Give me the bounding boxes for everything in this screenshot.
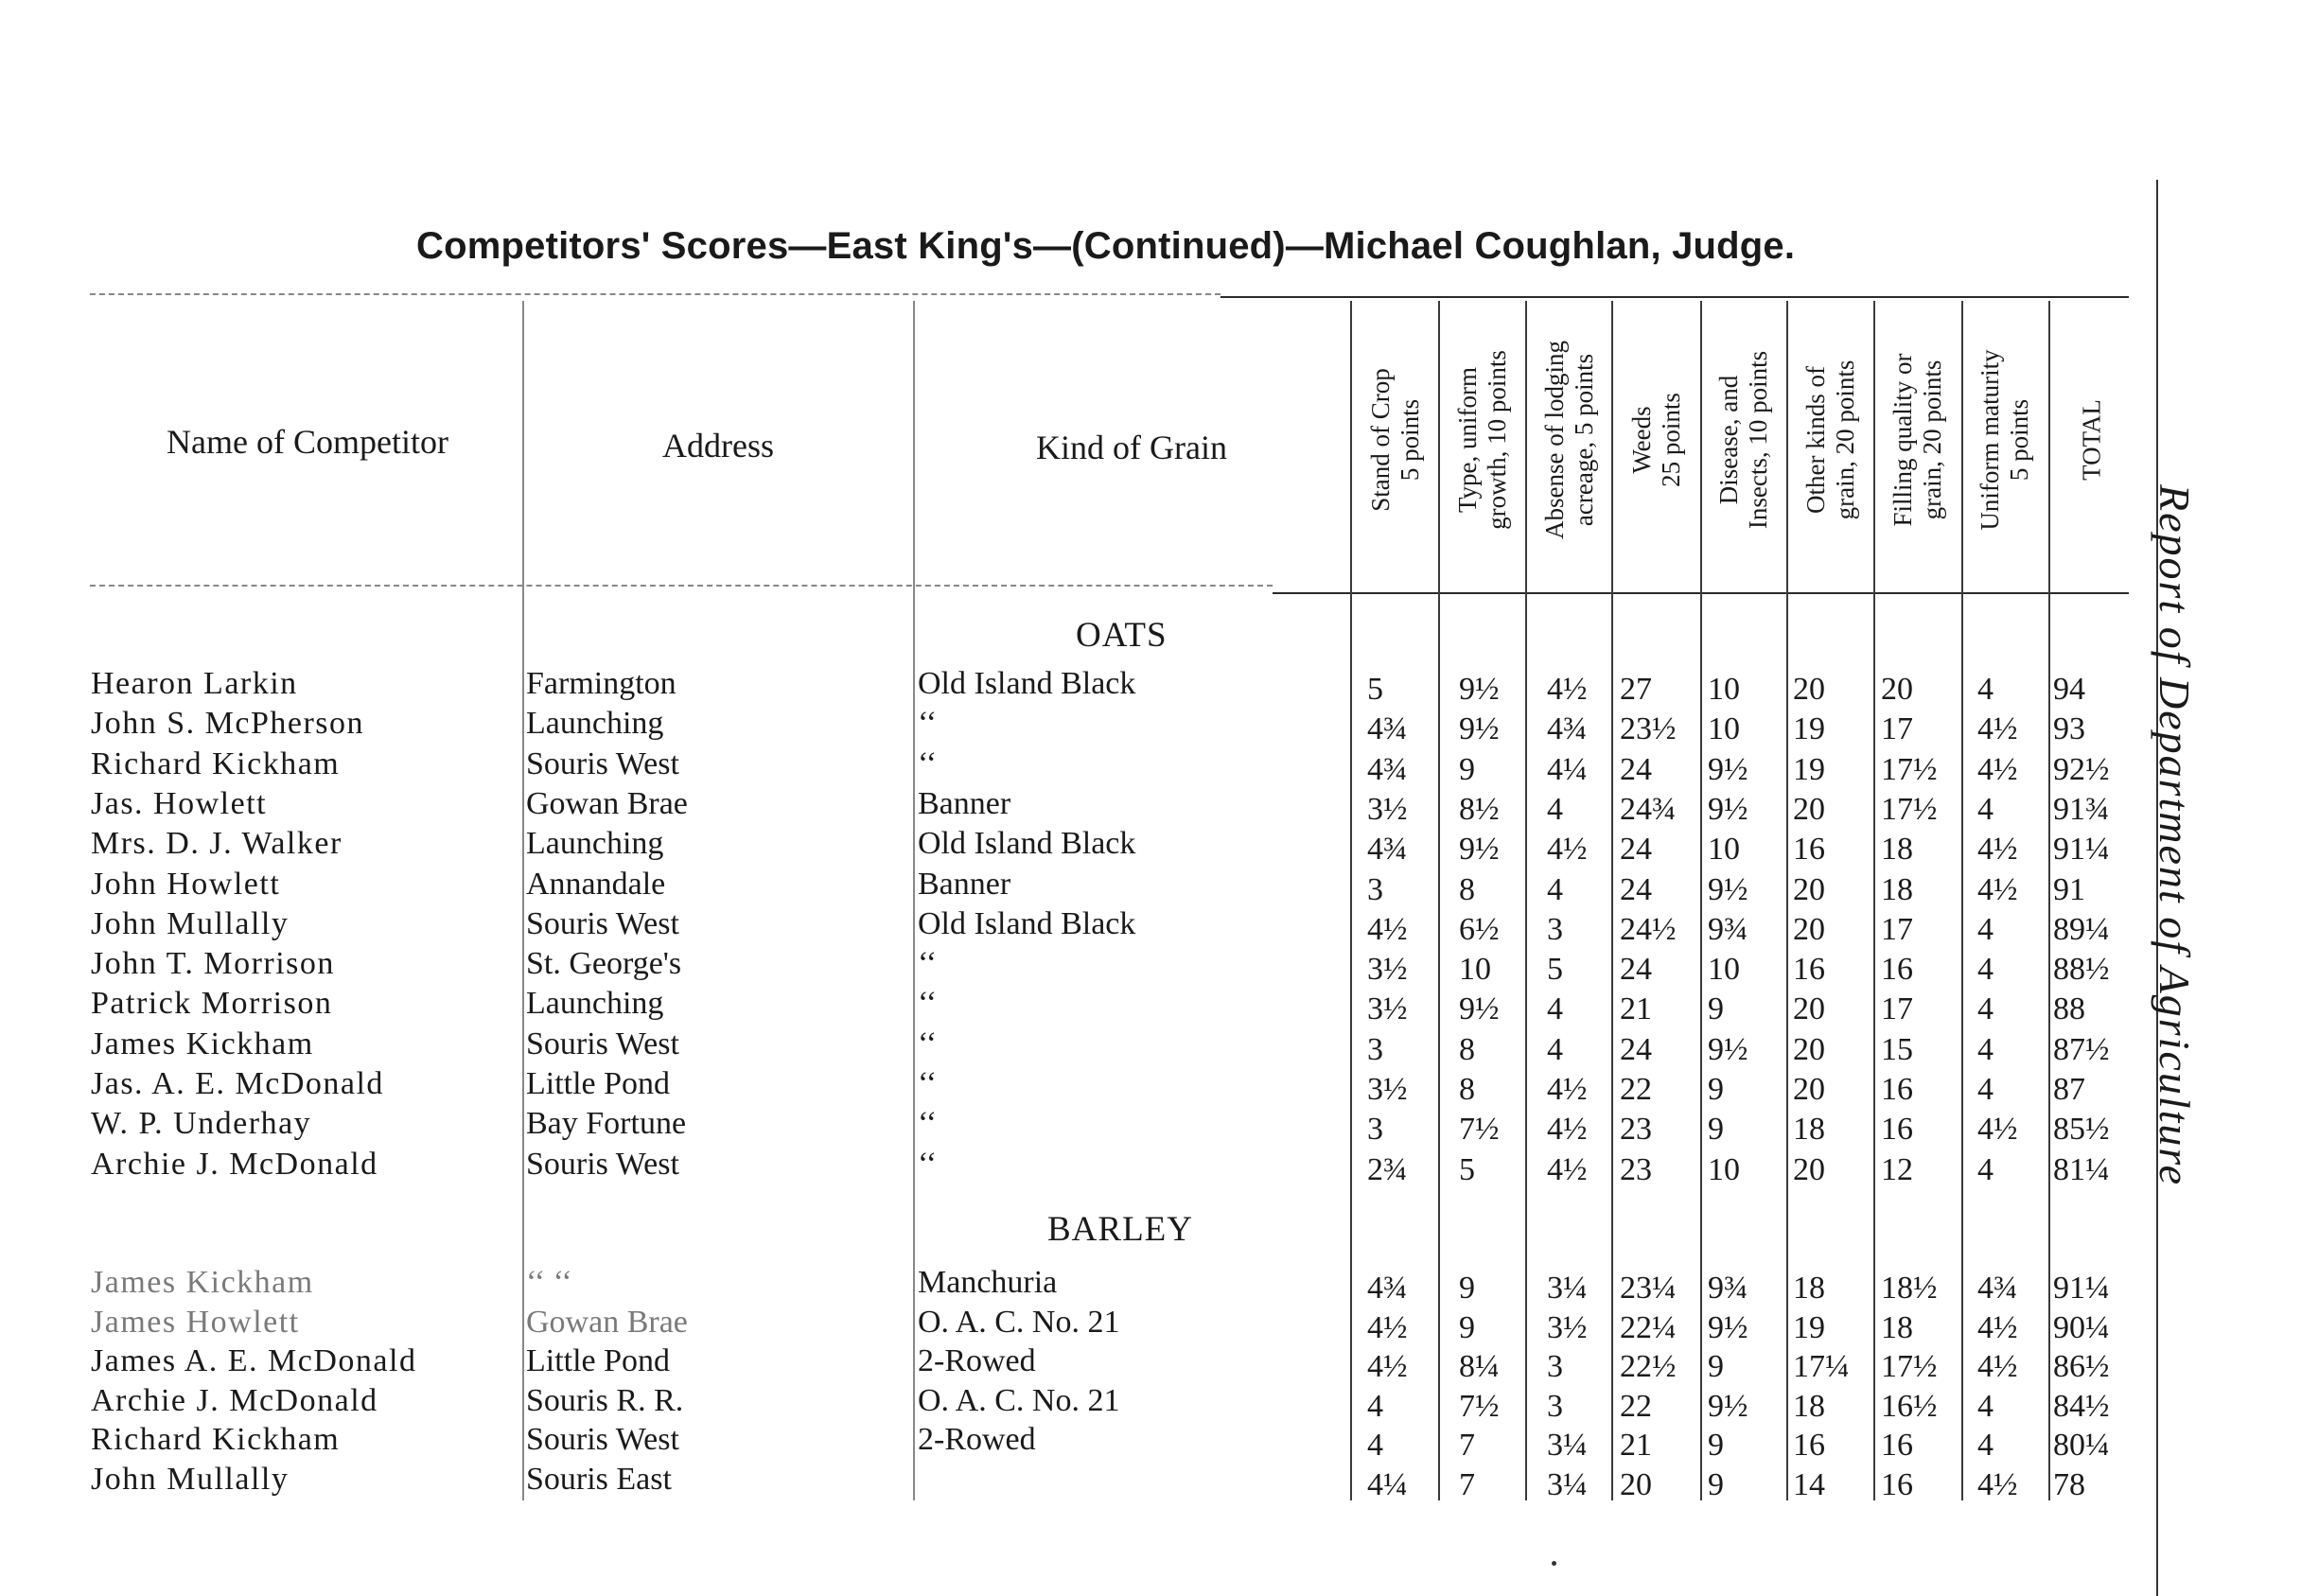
competitor-name: Patrick Morrison [91,986,333,1021]
score-cell: 24½ [1620,912,1677,947]
score-cell: 3 [1367,872,1383,907]
header-name: Name of Competitor [167,423,448,461]
competitor-address: Souris West [526,1147,679,1182]
competitor-name: John Mullally [91,906,290,941]
score-cell: 4¼ [1547,752,1588,787]
score-cell: 8 [1459,1072,1475,1107]
score-cell: 9 [1708,1428,1724,1463]
competitor-address: Gowan Brae [526,1305,688,1340]
score-cell: 8¼ [1459,1349,1500,1384]
score-cell: 17½ [1881,1349,1938,1384]
score-cell: 24 [1620,832,1652,867]
score-cell: 21 [1620,1428,1652,1463]
header-other-kinds: Other kinds of grain, 20 points [1801,360,1859,519]
score-cell: 20 [1620,1467,1652,1502]
score-cell: 88 [2053,991,2085,1026]
score-cell: 4¾ [1367,832,1408,867]
score-cell: 4 [1977,1428,1994,1463]
score-cell: 90¼ [2053,1310,2110,1345]
competitor-address: Souris West [526,1422,679,1457]
score-cell: 17 [1881,711,1913,746]
score-cell: 4¾ [1977,1271,2018,1306]
grain-kind: ‘‘ [918,1066,938,1101]
score-cell: 4½ [1977,1112,2018,1147]
score-cell: 80¼ [2053,1428,2110,1463]
header-filling-quality: Filling quality or grain, 20 points [1888,353,1946,527]
score-cell: 18 [1881,1310,1913,1345]
header-absense-of-lodging: Absense of lodging acreage, 5 points [1540,340,1598,539]
score-cell: 9½ [1459,711,1500,746]
score-cell: 2¾ [1367,1152,1408,1187]
score-cell: 23 [1620,1152,1652,1187]
competitor-name: John Mullally [91,1462,290,1497]
score-cell: 4 [1547,792,1563,827]
score-cell: 20 [1793,1032,1825,1067]
score-cell: 20 [1793,1152,1825,1187]
competitor-name: Mrs. D. J. Walker [91,826,343,861]
score-cell: 20 [1793,991,1825,1026]
score-cell: 17¼ [1793,1349,1850,1384]
grain-kind: Manchuria [918,1265,1058,1300]
header-address: Address [662,427,774,465]
score-cell: 24 [1620,952,1652,987]
header-bottom-rule-left [90,585,1273,587]
score-cell: 18 [1793,1271,1825,1306]
score-cell: 9 [1708,1112,1724,1147]
competitor-address: ‘‘ ‘‘ [526,1265,572,1300]
score-cell: 3¼ [1547,1428,1588,1463]
competitor-name: John Howlett [91,867,281,902]
competitor-name: Jas. Howlett [91,786,268,821]
running-side-title: Report of Department of Agriculture [2151,484,2199,1187]
score-cell: 4¼ [1367,1467,1408,1502]
score-cell: 5 [1547,952,1563,987]
competitor-address: Souris East [526,1462,672,1497]
score-cell: 10 [1708,952,1740,987]
score-cell: 16 [1881,1072,1913,1107]
grain-kind: ‘‘ [918,1106,938,1141]
score-cell: 91¼ [2053,1271,2110,1306]
competitor-name: James A. E. McDonald [91,1343,417,1378]
score-cell: 4½ [1547,1112,1588,1147]
score-cell: 9½ [1708,872,1748,907]
score-cell: 9 [1459,752,1475,787]
score-cell: 4 [1977,1072,1994,1107]
score-cell: 92½ [2053,752,2110,787]
score-cell: 4 [1977,991,1994,1026]
score-cell: 22¼ [1620,1310,1677,1345]
grain-kind: Banner [918,786,1011,821]
score-cell: 16 [1881,952,1913,987]
score-cell: 8½ [1459,792,1500,827]
score-cell: 4 [1367,1389,1383,1424]
score-cell: 18 [1793,1112,1825,1147]
section-label-oats: OATS [1076,616,1168,655]
score-cell: 4 [1977,952,1994,987]
grain-kind: Old Island Black [918,826,1136,861]
score-cell: 9 [1708,1072,1724,1107]
score-cell: 4 [1977,1152,1994,1187]
score-cell: 10 [1708,711,1740,746]
grain-kind: ‘‘ [918,986,938,1021]
score-cell: 19 [1793,1310,1825,1345]
score-cell: 3¼ [1547,1467,1588,1502]
score-cell: 9 [1708,991,1724,1026]
divider-grain-scores [1350,301,1352,1500]
score-cell: 10 [1708,1152,1740,1187]
score-cell: 9 [1459,1271,1475,1306]
score-cell: 16 [1881,1428,1913,1463]
grain-kind: Old Island Black [918,906,1136,941]
header-top-rule-right [1221,296,2129,298]
competitor-address: Annandale [526,867,666,902]
score-cell: 18 [1881,832,1913,867]
score-cell: 9½ [1708,1389,1748,1424]
competitor-name: W. P. Underhay [91,1106,312,1141]
competitor-name: James Howlett [91,1305,300,1340]
score-cell: 10 [1708,672,1740,707]
score-cell: 87 [2053,1072,2085,1107]
score-cell: 4 [1367,1428,1383,1463]
competitor-name: John T. Morrison [91,946,335,981]
competitor-address: Souris West [526,906,679,941]
score-cell: 19 [1793,711,1825,746]
header-uniform-maturity: Uniform maturity 5 points [1976,348,2033,531]
grain-kind: 2-Rowed [918,1343,1036,1378]
score-cell: 9 [1459,1310,1475,1345]
score-cell: 8 [1459,1032,1475,1067]
score-cell: 3 [1547,912,1563,947]
score-cell: 4 [1547,991,1563,1026]
score-cell: 20 [1793,672,1825,707]
score-cell: 22½ [1620,1349,1677,1384]
score-cell: 4 [1977,1389,1994,1424]
score-cell: 21 [1620,991,1652,1026]
score-cell: 4 [1977,1032,1994,1067]
score-cell: 9½ [1708,1032,1748,1067]
score-cell: 24 [1620,872,1652,907]
score-cell: 12 [1881,1152,1913,1187]
score-cell: 7 [1459,1467,1475,1502]
score-cell: 15 [1881,1032,1913,1067]
score-cell: 23 [1620,1112,1652,1147]
competitor-address: Bay Fortune [526,1106,687,1141]
header-type-uniform: Type, uniform growth, 10 points [1453,349,1511,530]
score-cell: 4¾ [1547,711,1588,746]
print-speck [1552,1561,1556,1566]
score-cell: 9¾ [1708,1271,1748,1306]
score-cell: 20 [1793,1072,1825,1107]
score-cell: 87½ [2053,1032,2110,1067]
score-cell: 5 [1459,1152,1475,1187]
score-cell: 16 [1793,832,1825,867]
score-cell: 89¼ [2053,912,2110,947]
score-cell: 4½ [1977,1467,2018,1502]
competitor-name: Hearon Larkin [91,666,298,701]
score-cell: 17½ [1881,752,1938,787]
score-cell: 3 [1367,1112,1383,1147]
score-cell: 9½ [1459,832,1500,867]
grain-kind: O. A. C. No. 21 [918,1305,1120,1340]
competitor-address: Souris West [526,746,679,781]
score-cell: 20 [1793,792,1825,827]
score-cell: 18 [1793,1389,1825,1424]
score-cell: 3 [1547,1349,1563,1384]
score-cell: 9½ [1708,1310,1748,1345]
score-cell: 86½ [2053,1349,2110,1384]
competitor-address: Souris R. R. [526,1383,684,1418]
competitor-address: Launching [526,826,664,861]
score-cell: 4½ [1977,1349,2018,1384]
score-cell: 4½ [1547,672,1588,707]
score-cell: 4½ [1547,1072,1588,1107]
score-cell: 4 [1977,792,1994,827]
score-cell: 3 [1547,1389,1563,1424]
score-cell: 4 [1547,872,1563,907]
competitor-name: James Kickham [91,1026,314,1061]
competitor-name: Jas. A. E. McDonald [91,1066,384,1101]
grain-kind: Old Island Black [918,666,1136,701]
competitor-address: Little Pond [526,1066,671,1101]
competitor-address: St. George's [526,946,682,981]
score-cell: 9 [1708,1467,1724,1502]
score-cell: 4½ [1547,1152,1588,1187]
score-cell: 4½ [1977,1310,2018,1345]
score-cell: 3¼ [1547,1271,1588,1306]
score-cell: 9 [1708,1349,1724,1384]
score-cell: 9¾ [1708,912,1748,947]
score-cell: 6½ [1459,912,1500,947]
competitor-name: Archie J. McDonald [91,1147,378,1182]
score-cell: 10 [1708,832,1740,867]
competitor-name: Richard Kickham [91,1422,341,1457]
grain-kind: ‘‘ [918,706,938,741]
score-cell: 20 [1881,672,1913,707]
competitor-name: Richard Kickham [91,746,341,781]
score-cell: 24 [1620,1032,1652,1067]
score-cell: 4¾ [1367,1271,1408,1306]
competitor-name: Archie J. McDonald [91,1383,378,1418]
competitor-address: Farmington [526,666,676,701]
header-weeds: Weeds 25 points [1627,392,1685,487]
header-total: TOTAL [2077,398,2106,481]
score-cell: 16½ [1881,1389,1938,1424]
competitor-address: Little Pond [526,1343,671,1378]
score-cell: 16 [1793,952,1825,987]
grain-kind: ‘‘ [918,946,938,981]
score-cell: 24 [1620,752,1652,787]
divider-name-address [522,301,524,1500]
divider-address-grain [913,301,915,1500]
section-label-barley: BARLEY [1047,1210,1193,1249]
grain-kind: 2-Rowed [918,1422,1036,1457]
competitor-address: Souris West [526,1026,679,1061]
score-cell: 85½ [2053,1112,2110,1147]
score-cell: 23¼ [1620,1271,1677,1306]
score-cell: 18 [1881,872,1913,907]
score-cell: 4½ [1977,711,2018,746]
score-cell: 3½ [1367,792,1408,827]
score-cell: 94 [2053,672,2085,707]
score-cell: 17 [1881,991,1913,1026]
score-cell: 8 [1459,872,1475,907]
score-cell: 4½ [1977,872,2018,907]
score-cell: 18½ [1881,1271,1938,1306]
score-cell: 4 [1547,1032,1563,1067]
score-cell: 16 [1793,1428,1825,1463]
score-cell: 84½ [2053,1389,2110,1424]
score-cell: 91¼ [2053,832,2110,867]
score-cell: 27 [1620,672,1652,707]
score-cell: 78 [2053,1467,2085,1502]
score-cell: 22 [1620,1072,1652,1107]
grain-kind: Banner [918,867,1011,902]
score-cell: 5 [1367,672,1383,707]
score-cell: 3½ [1367,1072,1408,1107]
header-grain: Kind of Grain [1036,429,1227,466]
score-cell: 4½ [1367,1310,1408,1345]
score-cell: 4½ [1977,752,2018,787]
header-top-rule-left [90,293,1221,295]
score-cell: 4½ [1367,912,1408,947]
score-cell: 88½ [2053,952,2110,987]
score-cell: 3½ [1547,1310,1588,1345]
score-cell: 7½ [1459,1112,1500,1147]
competitor-address: Launching [526,986,664,1021]
score-cell: 4¾ [1367,752,1408,787]
competitor-name: James Kickham [91,1265,314,1300]
score-cell: 9½ [1708,752,1748,787]
score-cell: 7½ [1459,1389,1500,1424]
score-cell: 16 [1881,1467,1913,1502]
grain-kind: ‘‘ [918,1026,938,1061]
page-title: Competitors' Scores—East King's—(Continued)—Michael Coughlan, Judge. [416,225,1796,267]
grain-kind: ‘‘ [918,1147,938,1182]
score-cell: 17 [1881,912,1913,947]
score-cell: 23½ [1620,711,1677,746]
score-cell: 4 [1977,672,1994,707]
score-cell: 24¾ [1620,792,1677,827]
score-cell: 4½ [1547,832,1588,867]
score-cell: 93 [2053,711,2085,746]
score-cell: 22 [1620,1389,1652,1424]
grain-kind: O. A. C. No. 21 [918,1383,1120,1418]
score-cell: 9½ [1459,672,1500,707]
competitor-address: Launching [526,706,664,741]
score-cell: 10 [1459,952,1491,987]
score-cell: 7 [1459,1428,1475,1463]
score-cell: 91¾ [2053,792,2110,827]
competitor-name: John S. McPherson [91,706,365,741]
score-cell: 14 [1793,1467,1825,1502]
header-stand-of-crop: Stand of Crop 5 points [1366,367,1424,512]
score-cell: 9½ [1708,792,1748,827]
score-cell: 3½ [1367,952,1408,987]
score-cell: 9½ [1459,991,1500,1026]
score-cell: 20 [1793,872,1825,907]
score-cell: 4½ [1367,1349,1408,1384]
score-cell: 4 [1977,912,1994,947]
score-cell: 91 [2053,872,2085,907]
score-cell: 3½ [1367,991,1408,1026]
score-cell: 17½ [1881,792,1938,827]
header-disease-insects: Disease, and Insects, 10 points [1714,350,1772,529]
score-cell: 20 [1793,912,1825,947]
competitor-address: Gowan Brae [526,786,688,821]
score-cell: 81¼ [2053,1152,2110,1187]
score-cell: 4½ [1977,832,2018,867]
score-cell: 16 [1881,1112,1913,1147]
grain-kind: ‘‘ [918,746,938,781]
score-cell: 19 [1793,752,1825,787]
score-cell: 4¾ [1367,711,1408,746]
score-cell: 3 [1367,1032,1383,1067]
